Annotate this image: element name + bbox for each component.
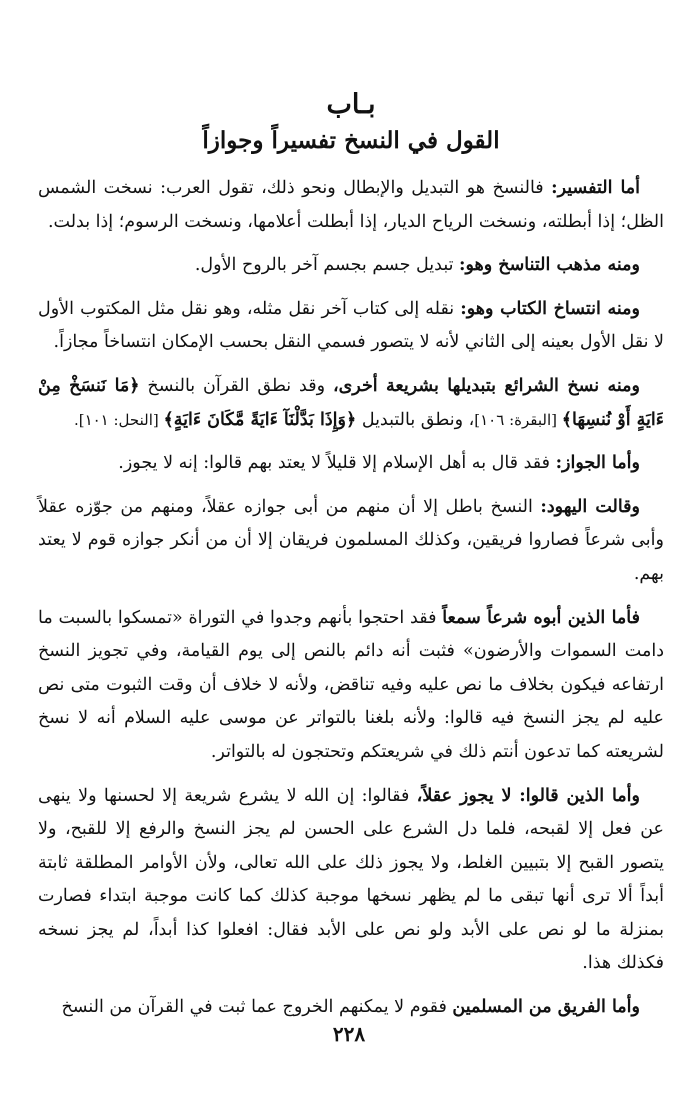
paragraph-shara-i	[38, 370, 664, 437]
paragraph-text: فقوم لا يمكنهم الخروج عما ثبت في القرآن من النسخ	[61, 997, 453, 1018]
chapter-heading: بـاب	[326, 89, 376, 120]
paragraph-text: وقد نطق القرآن بالنسخ	[139, 375, 333, 396]
paragraph-shar-an	[38, 602, 664, 770]
paragraph-tafsir	[38, 172, 664, 239]
paragraph-text: النسخ باطل إلا أن منهم من أبى جوازه عقلاً، ومنهم من جوّزه عقلاً وأبى شرعاً فصاروا فريقين، وكذلك المسلمون فريقان إلا أن من أنكر جوازه قوم لا يعتد بهم.	[38, 496, 664, 584]
paragraph-text: فقالوا: إن الله لا يشرع شريعة إلا لحسنها ولا ينهى عن فعل إلا لقبحه، فلما دل الشرع على الحسن لم يجز النسخ والرفع إلا للقبح، ولا يتصور القبح إلا بتبيين الغلط، ولا يجوز ذلك على الله تعالى، ولأن الأوامر المطلقة ثابتة أبداً ألا ترى أنها تبقى ما لم يظهر نسخها موجبة كذلك كما كانت موجبة ابتداء فصارت بمنزلة ما لو نص على الأبد ولو نص على الأبد فقال: افعلوا كذا أبداً، لم يجز نسخه فكذلك هذا.	[38, 785, 664, 974]
verse-reference: [النحل: ١٠١].	[73, 410, 164, 429]
paragraph-text: نقله إلى كتاب آخر نقل مثله، وهو نقل مثل المكتوب الأول لا نقل الأول بعينه إلى الثاني لأنه لا يتصور فسمي النقل بحسب الإمكان انتساخاً مجازاً.	[38, 298, 664, 353]
paragraph-lead: أما التفسير:	[551, 178, 641, 198]
quran-verse: ﴿وَإِذَا بَدَّلْنَآ ءَايَةً مَّكَانَ ءَايَةٍ﴾	[163, 409, 357, 430]
paragraph-text: فالنسخ هو التبديل والإبطال ونحو ذلك، تقول العرب: نسخت الشمس الظل؛ إذا أبطلته، ونسخت الرياح الديار، إذا أبطلت أعلامها، ونسخت الرسوم؛ إذا بدلت.	[38, 178, 664, 232]
paragraph-yahud	[38, 491, 664, 592]
paragraph-lead: ومنه نسخ الشرائع بتبديلها بشريعة أخرى،	[332, 375, 640, 396]
page-number: ٢٢٨	[332, 1022, 366, 1046]
paragraph-text: فقد احتجوا بأنهم وجدوا في التوراة «تمسكوا بالسبت ما دامت السموات والأرضون» فثبت أنه دائم بالنص إلى يوم القيامة، وفي تجويز النسخ ارتفاعه فيكون بخلاف ما نص عليه وفيه تناقض، ولأنه لا خلاف أن وقت الثبوت متى نص عليه لم يجز النسخ فيه قالوا: ولأنه بلغنا بالتواتر عن موسى عليه السلام أنه لا نسخ لشريعته كما تدعون أنتم ذلك في شريعتكم وتحتجون له بالتواتر.	[38, 607, 664, 762]
paragraph-lead: وأما الفريق من المسلمين	[452, 997, 640, 1018]
verse-reference: [البقرة: ١٠٦]	[474, 410, 562, 429]
paragraph-intisakh	[38, 293, 664, 360]
paragraph-text: ، ونطق بالتبديل	[356, 409, 475, 430]
paragraph-lead: وقالت اليهود:	[540, 496, 640, 517]
paragraph-lead: وأما الذين قالوا: لا يجوز عقلاً،	[416, 785, 640, 806]
paragraph-text: فقد قال به أهل الإسلام إلا قليلاً لا يعتد بهم قالوا: إنه لا يجوز.	[118, 453, 556, 474]
paragraph-lead: ومنه انتساخ الكتاب وهو:	[460, 298, 640, 319]
paragraph-lead: ومنه مذهب التناسخ وهو:	[459, 255, 640, 276]
quran-verse: ﴿مَا نَنسَخْ مِنْ ءَايَةٍ أَوْ نُنسِهَا﴾	[38, 375, 664, 430]
paragraph-lead: وأما الجواز:	[555, 453, 640, 474]
section-title: القول في النسخ تفسيراً وجوازاً	[202, 127, 500, 154]
paragraph-aqlan	[38, 780, 664, 982]
paragraph-jawaz	[38, 447, 664, 481]
paragraph-text: تبديل جسم بجسم آخر بالروح الأول.	[194, 255, 460, 276]
paragraph-lead: فأما الذين أبوه شرعاً سمعاً	[442, 607, 640, 628]
paragraph-muslimin	[38, 991, 664, 1025]
paragraph-tanasukh	[38, 249, 664, 283]
